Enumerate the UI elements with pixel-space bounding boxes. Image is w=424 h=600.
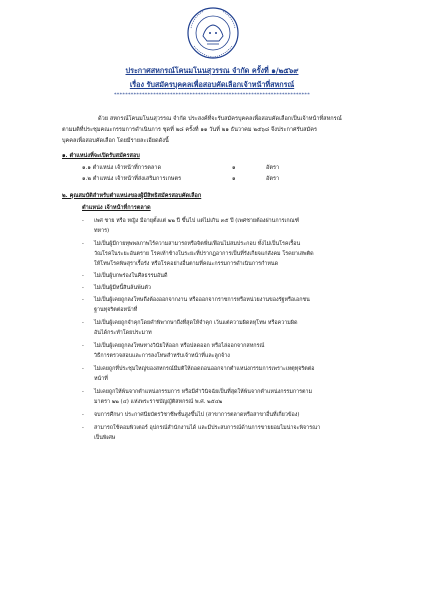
announcement-subject: เรื่อง รับสมัครบุคคลเพื่อสอบคัดเลือกเจ้าหน้าที่สหกรณ์ (129, 80, 295, 89)
qualification-item: - ไม่เป็นผู้มีกายทุพพลภาพไร้ความสามารถหรือจิตฟั่นเฟือนไม่สมประกอบ ทั้งไม่เป็นโรคเรื้อน (82, 241, 301, 247)
qualification-item-cont: ทหาร) (94, 228, 110, 234)
cooperative-seal (186, 6, 240, 60)
qualification-item: - ไม่เคยถูกให้พ้นจากตำแหน่งกรรมการ หรือมีคำวินิจฉัยเป็นที่สุดให้พ้นจากตำแหน่งกรรมการตาม (82, 389, 313, 395)
qualification-item: - ไม่เป็นผู้มีหนี้สินล้นพ้นตัว (82, 285, 151, 291)
qualification-item-cont: ฐานทุจริตต่อหน้าที่ (94, 307, 138, 313)
qualification-item: - จบการศึกษา ประกาศนียบัตรวิชาชีพชั้นสูงขึ้นไป (สาขาการตลาดหรือสาขาอื่นที่เกี่ยวข้อง) (82, 412, 300, 418)
position-1-count: ๑ (232, 165, 236, 171)
position-2-unit: อัตรา (266, 176, 280, 182)
qualification-item-cont: หน้าที่ (94, 376, 108, 382)
qualification-item-cont: เป็นพิเศษ (94, 435, 116, 441)
separator-line: ********************************************************************** (114, 92, 310, 98)
position-1-label: ๑.๑ ตำแหน่ง เจ้าหน้าที่การตลาด (82, 165, 162, 171)
qualification-item-cont: วัณโรคในระยะอันตราย โรคเท้าช้างในระยะที่ปรากฏอาการเป็นที่รังเกียจแก่สังคม โรคยาเสพติด (94, 251, 314, 257)
qualification-item-cont: วิธีการตรวจสอบและการลงโทษสำหรับเจ้าหน้าที่และลูกจ้าง (94, 353, 230, 359)
position-2-count: ๑ (232, 176, 236, 182)
announcement-title: ประกาศสหกรณ์โคนมโนนสุวรรณ จำกัด ครั้งที่ ๑/๒๕๖๙ (125, 66, 299, 75)
qualification-item-cont: ให้โทษโรคพิษสุราเรื้อรัง หรือโรคอย่างอื่นตามที่คณะกรรมการดำเนินการกำหนด (94, 261, 279, 267)
qualification-item: - เพศ ชาย หรือ หญิง มีอายุตั้งแต่ ๒๒ ปี ขึ้นไป แต่ไม่เกิน ๓๕ ปี (เพศชายต้องผ่านการเกณฑ์ (82, 218, 300, 224)
qualification-item-cont: อันได้กระทำโดยประมาท (94, 330, 152, 336)
section-2-subheading: ตำแหน่ง เจ้าหน้าที่การตลาด (82, 205, 151, 211)
qualification-item: - ไม่เป็นผู้เคยถูกลงโทษทางวินัยให้ออก หรือปลดออก หรือไล่ออกจากสหกรณ์ (82, 343, 265, 349)
intro-line-1: ด้วย สหกรณ์โคนมโนนสุวรรณ จำกัด ประสงค์ที่จะรับสมัครบุคคลเพื่อสอบคัดเลือกเป็นเจ้าหน้าที่สหกรณ์ (98, 116, 342, 122)
position-1-unit: อัตรา (266, 165, 280, 171)
qualification-item: - สามารถใช้คอมพิวเตอร์ อุปกรณ์สำนักงานได้ และมีประสบการณ์ด้านการขายยอมไมน่าจะพิจารณา (82, 425, 321, 431)
qualification-item: - ไม่เคยถูกที่ประชุมใหญ่ของสหกรณ์มีมติให้ถอดถอนออกจากตำแหน่งกรรมการเพราะเหตุทุจริตต่อ (82, 366, 315, 372)
section-2-heading: ๒. คุณสมบัติสำหรับตำแหน่งของผู้มีสิทธิสมัครสอบคัดเลือก (62, 193, 202, 199)
qualification-item: - ไม่เป็นผู้บกพร่องในศีลธรรมอันดี (82, 273, 168, 279)
qualification-item-cont: มาตรา ๒๒ (๔) แห่งพระราชบัญญัติสหกรณ์ พ.ศ. ๒๕๔๒ (94, 399, 223, 405)
intro-line-3: บุคคลเพื่อสอบคัดเลือก โดยมีรายละเอียดดังนี้ (62, 138, 169, 144)
qualification-item: - ไม่เป็นผู้เคยถูกลงโทษถึงต้องออกจากงาน หรือออกจากราชการหรือหน่วยงานของรัฐหรือเอกชน (82, 297, 310, 303)
intro-line-2: ตามมติที่ประชุมคณะกรรมการดำเนินการ ชุดที่ ๒๘ ครั้งที่ ๑๑ วันที่ ๒๑ ธันวาคม ๒๕๖๘ จึงประกาศรับสมัคร (62, 127, 317, 133)
qualification-item: - ไม่เป็นผู้เคยถูกจำคุกโดยคำพิพากษาถึงที่สุดให้จำคุก เว้นแต่ความผิดลหุโทษ หรือความผิด (82, 320, 298, 326)
section-1-heading: ๑. ตำแหน่งที่จะเปิดรับสมัครสอบ (62, 153, 140, 159)
position-2-label: ๑.๒ ตำแหน่ง เจ้าหน้าที่ส่งเสริมการเกษตร (82, 176, 182, 182)
